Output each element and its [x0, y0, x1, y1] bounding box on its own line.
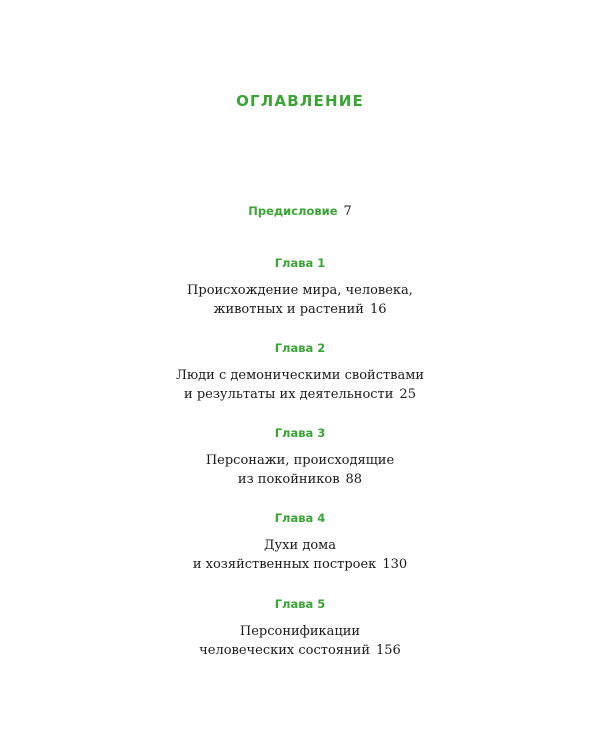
- chapter-label: Глава 3: [274, 426, 326, 440]
- chapter-title-line: Духи дома: [263, 538, 337, 553]
- chapter-title: [0, 536, 600, 574]
- chapter-page-number: 156: [375, 643, 401, 658]
- chapter-title-line-text: человеческих состояний: [199, 643, 370, 658]
- toc-entry-chapter-2[interactable]: [0, 340, 600, 404]
- chapter-title-line-text: животных и растений: [213, 302, 364, 317]
- chapter-title: [0, 366, 600, 404]
- chapter-title-line-text: и результаты их деятельности: [184, 387, 394, 402]
- chapter-title-line-last: [0, 555, 600, 574]
- chapter-title: [0, 622, 600, 660]
- chapter-title-line-last: [0, 470, 600, 489]
- chapter-page-number: 88: [345, 472, 363, 487]
- chapter-label: Глава 5: [274, 597, 326, 611]
- toc-entry-chapter-4[interactable]: [0, 510, 600, 574]
- chapter-title-line: Происхождение мира, человека,: [187, 283, 413, 298]
- toc-entry-chapter-5[interactable]: [0, 596, 600, 660]
- chapter-title: [0, 451, 600, 489]
- chapter-title-line-last: [0, 300, 600, 319]
- chapter-title-line-text: и хозяйственных построек: [192, 557, 377, 572]
- toc-entry-chapter-3[interactable]: [0, 425, 600, 489]
- chapter-page-number: 16: [369, 302, 387, 317]
- chapter-page-number: 25: [399, 387, 416, 402]
- chapter-label: Глава 4: [274, 511, 326, 525]
- chapter-title-line: Персонификации: [239, 624, 361, 639]
- chapter-label: Глава 1: [274, 256, 326, 270]
- chapter-title-line: Люди с демоническими свойствами: [175, 368, 425, 383]
- preface-page-number: 7: [343, 204, 352, 219]
- chapter-title-line-text: из покойников: [237, 472, 340, 487]
- chapter-title: [0, 281, 600, 319]
- toc-entry-preface[interactable]: [0, 202, 600, 220]
- chapter-title-line-last: [0, 641, 600, 660]
- chapter-title-line-last: [0, 385, 600, 404]
- chapter-page-number: 130: [382, 557, 408, 572]
- chapter-title-line: Персонажи, происходящие: [205, 453, 395, 468]
- chapter-label: Глава 2: [274, 341, 326, 355]
- preface-label: Предисловие: [248, 204, 338, 218]
- toc-title: ОГЛАВЛЕНИЕ: [236, 92, 364, 110]
- toc-entry-chapter-1[interactable]: [0, 255, 600, 319]
